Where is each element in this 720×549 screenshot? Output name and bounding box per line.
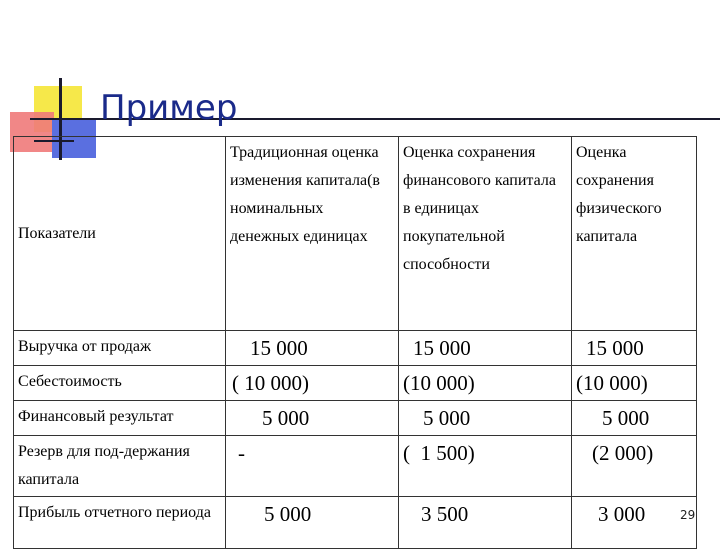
comparison-table	[13, 136, 697, 549]
table-row	[14, 401, 697, 436]
cell-cost-traditional: ( 10 000)	[226, 366, 399, 401]
cell-revenue-financial: 15 000	[399, 331, 572, 366]
page-number: 29	[680, 508, 696, 522]
cell-profit-financial: 3 500	[399, 497, 572, 549]
slide-title: Пример	[100, 88, 238, 128]
header-financial-capital: Оценка сохранения финансового капитала в единицах покупательной способности	[399, 137, 572, 331]
row-label-revenue: Выручка от продаж	[14, 331, 226, 366]
row-label-financial-result: Финансовый результат	[14, 401, 226, 436]
cell-profit-traditional: 5 000	[226, 497, 399, 549]
table-header-row	[14, 137, 697, 331]
header-traditional: Традиционная оценка изменения капитала(в номинальных денежных единицах	[226, 137, 399, 331]
cell-reserve-traditional: -	[226, 436, 399, 497]
header-physical-capital: Оценка сохранения физического капитала	[572, 137, 697, 331]
table-row	[14, 497, 697, 549]
table-row	[14, 366, 697, 401]
cell-revenue-physical: 15 000	[572, 331, 697, 366]
cell-reserve-financial: ( 1 500)	[399, 436, 572, 497]
cell-profit-physical: 3 000	[572, 497, 697, 549]
row-label-profit: Прибыль отчетного периода	[14, 497, 226, 549]
cell-result-traditional: 5 000	[226, 401, 399, 436]
row-label-reserve: Резерв для под-держания капитала	[14, 436, 226, 497]
cell-reserve-physical: (2 000)	[572, 436, 697, 497]
table-row	[14, 331, 697, 366]
cell-result-financial: 5 000	[399, 401, 572, 436]
cell-cost-physical: (10 000)	[572, 366, 697, 401]
cell-revenue-traditional: 15 000	[226, 331, 399, 366]
row-label-cost: Себестоимость	[14, 366, 226, 401]
table-row	[14, 436, 697, 497]
cell-cost-financial: (10 000)	[399, 366, 572, 401]
cell-result-physical: 5 000	[572, 401, 697, 436]
header-indicators: Показатели	[14, 137, 226, 331]
